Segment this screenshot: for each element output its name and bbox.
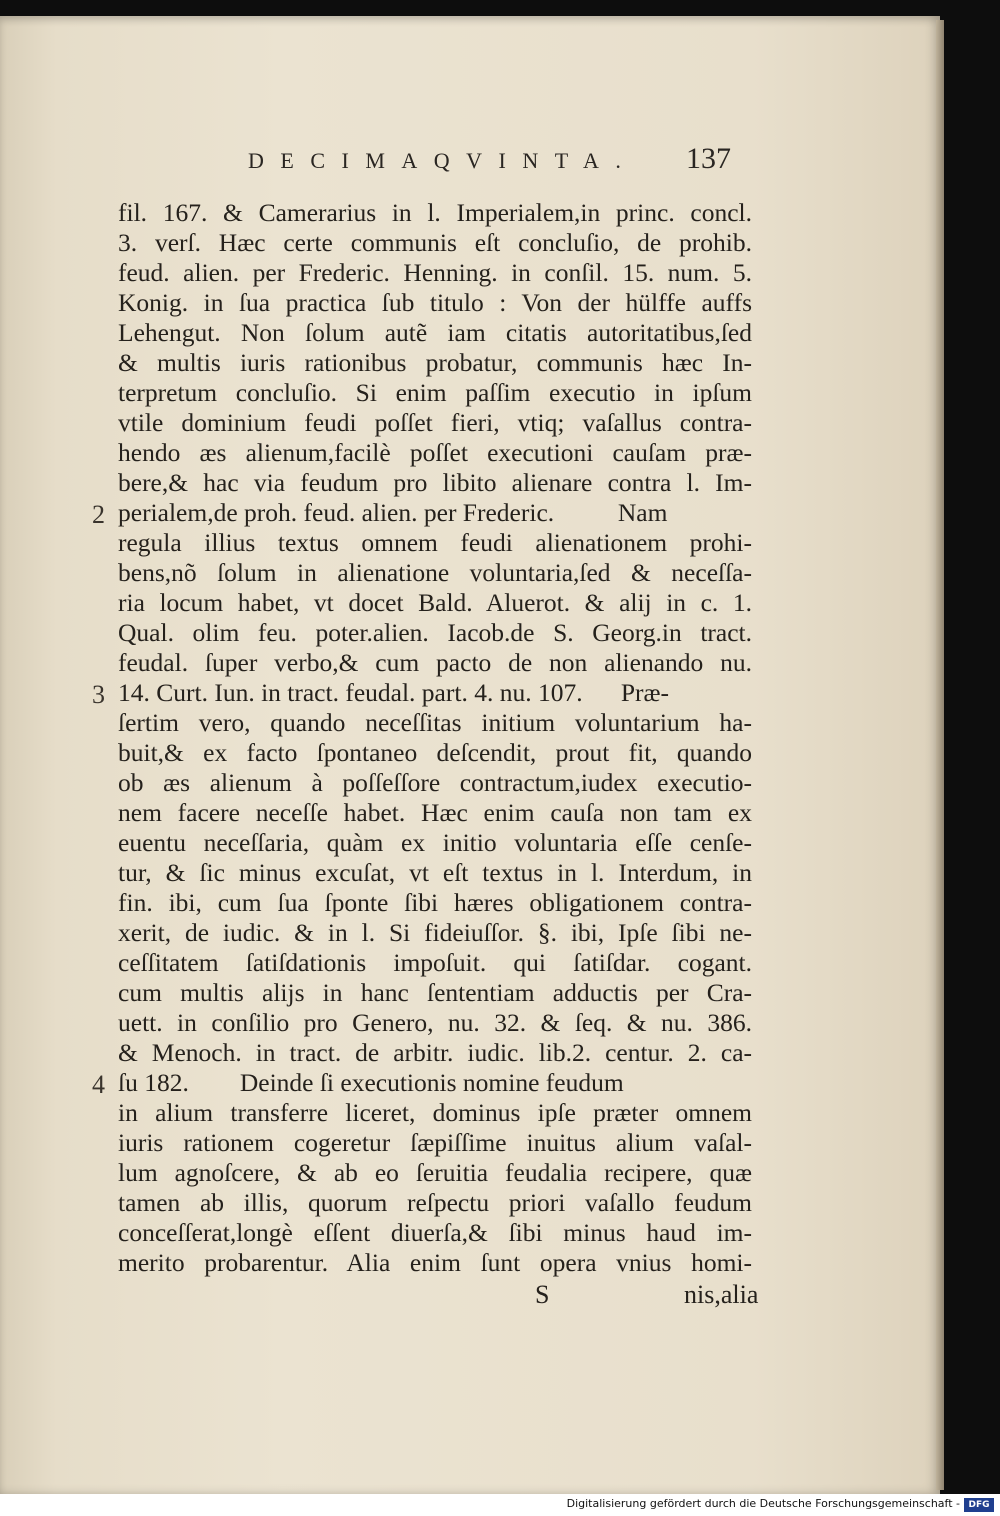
text-line: hendo æs alienum,facilè poſſet executioni cauſam præ- — [118, 438, 752, 467]
text-line: buit,& ex facto ſpontaneo deſcendit, prout fit, quando — [118, 738, 752, 767]
footer-bar — [0, 1494, 1000, 1516]
text-line: conceſſerat,longè eſſent diuerſa,& ſibi minus haud im- — [118, 1218, 752, 1247]
text-line: Lehengut. Non ſolum autẽ iam citatis autoritatibus,ſed — [118, 318, 752, 347]
text-line: feud. alien. per Frederic. Henning. in conſil. 15. num. 5. — [118, 258, 752, 287]
text-line: cum multis alijs in hanc ſententiam adductis per Cra- — [118, 978, 752, 1007]
text-line: ſu 182. Deinde ſi executionis nomine feudum — [118, 1068, 624, 1097]
text-line: merito probarentur. Alia enim ſunt opera vnius homi- — [118, 1248, 752, 1277]
page-number: 137 — [686, 142, 731, 175]
text-line: terpretum concluſio. Si enim paſſim executio in ipſum — [118, 378, 752, 407]
text-line: lum agnoſcere, & ab eo ſeruitia feudalia recipere, quæ — [118, 1158, 752, 1187]
book-page — [0, 16, 940, 1494]
text-line: iuris rationem cogeretur ſæpiſſime inuitus alium vaſal- — [118, 1128, 752, 1157]
text-line: & multis iuris rationibus probatur, communis hæc In- — [118, 348, 752, 377]
text-line: tamen ab illis, quorum reſpectu priori vaſallo feudum — [118, 1188, 752, 1217]
text-line: Qual. olim feu. poter.alien. Iacob.de S. Georg.in tract. — [118, 618, 752, 647]
text-line: ſertim vero, quando neceſſitas initium voluntarium ha- — [118, 708, 752, 737]
page-edge — [936, 20, 944, 1490]
text-line: feudal. ſuper verbo,& cum pacto de non alienando nu. — [118, 648, 752, 677]
text-line: ob æs alienum à poſſeſſore contractum,iudex executio- — [118, 768, 752, 797]
running-title: DECIMAQVINTA. — [248, 148, 638, 173]
marginal-number: 2 — [92, 500, 105, 529]
text-line: vtile dominium feudi poſſet fieri, vtiq; vaſallus contra- — [118, 408, 752, 437]
text-line: xerit, de iudic. & in l. Si fideiuſſor. §. ibi, Ipſe ſibi ne- — [118, 918, 752, 947]
text-line: 3. verſ. Hæc certe communis eſt concluſio, de prohib. — [118, 228, 752, 257]
text-line: bens,nõ ſolum in alienatione voluntaria,ſed & neceſſa- — [118, 558, 752, 587]
text-line: nem facere neceſſe habet. Hæc enim cauſa non tam ex — [118, 798, 752, 827]
text-line: Konig. in ſua practica ſub titulo : Von der hülffe auffs — [118, 288, 752, 317]
footer-credit: Digitalisierung gefördert durch die Deutsche Forschungsgemeinschaft - — [566, 1497, 960, 1510]
text-line: bere,& hac via feudum pro libito alienare contra l. Im- — [118, 468, 752, 497]
text-line: in alium transferre liceret, dominus ipſe præter omnem — [118, 1098, 752, 1127]
text-line: & Menoch. in tract. de arbitr. iudic. lib.2. centur. 2. ca- — [118, 1038, 752, 1067]
text-line: perialem,de proh. feud. alien. per Frederic. Nam — [118, 498, 668, 527]
marginal-number: 3 — [92, 680, 105, 709]
text-line: euentu neceſſaria, quàm ex initio voluntaria eſſe cenſe- — [118, 828, 752, 857]
text-line: uett. in conſilio pro Genero, nu. 32. & ſeq. & nu. 386. — [118, 1008, 752, 1037]
catchword: nis,alia — [684, 1280, 759, 1309]
text-line: ria locum habet, vt docet Bald. Aluerot. & alij in c. 1. — [118, 588, 752, 617]
running-head — [0, 136, 940, 176]
marginal-number: 4 — [92, 1070, 105, 1099]
text-line: 14. Curt. Iun. in tract. feudal. part. 4. nu. 107. Præ- — [118, 678, 669, 707]
text-line: fil. 167. & Camerarius in l. Imperialem,in princ. concl. — [118, 198, 752, 227]
text-line: regula illius textus omnem feudi alienationem prohi- — [118, 528, 752, 557]
dfg-logo-icon: DFG — [964, 1498, 994, 1512]
text-line: fin. ibi, cum ſua ſponte ſibi hæres obligationem contra- — [118, 888, 752, 917]
text-line: tur, & ſic minus excuſat, vt eſt textus in l. Interdum, in — [118, 858, 752, 887]
signature-mark: S — [535, 1280, 550, 1309]
text-line: ceſſitatem ſatiſdationis impoſuit. qui ſatiſdar. cogant. — [118, 948, 752, 977]
